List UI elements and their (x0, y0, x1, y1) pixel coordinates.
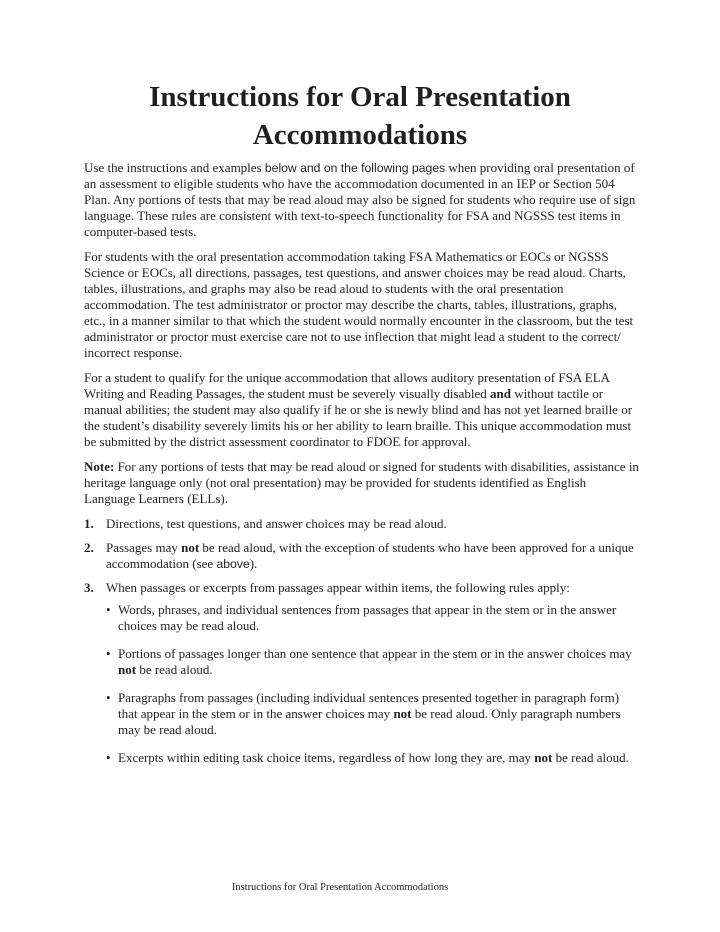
page-title (0, 78, 720, 154)
rule-item-2 (84, 540, 640, 572)
rule-emphasis: not (181, 540, 200, 555)
list-item (106, 690, 640, 738)
rules-list (84, 516, 640, 766)
page-title-line-2: Accommodations (252, 119, 468, 151)
bullet-text: Words, phrases, and individual sentences from passages that appear in the stem or in the answer choices may be read aloud. (118, 602, 617, 633)
unique-accommodation-paragraph (84, 370, 640, 450)
intro-text-start: Use the instructions and examples (84, 160, 265, 175)
rule-page-reference: above (216, 557, 250, 571)
bullet-text-start: Paragraphs from passages (including individual sentences presented together in paragraph form) that appear in the stem or in the answer choices may (118, 690, 620, 721)
rule-number: 2. (84, 540, 94, 555)
rule-item-3 (84, 580, 640, 766)
rule-number: 1. (84, 516, 94, 531)
page-footer: Instructions for Oral Presentation Accommodations (231, 882, 449, 893)
rule-text: When passages or excerpts from passages appear within items, the following rules apply: (106, 580, 570, 595)
intro-text-end: when providing oral presentation of an assessment to eligible students who have the accommodation documented in an IEP or Section 504 Plan. Any portions of tests that may be read aloud may also be signed for students who require use of sign language. These rules are consistent with text-to-speech functionality for FSA and NGSSS test items in computer-based tests. (84, 160, 636, 239)
bullet-emphasis: not (534, 750, 553, 765)
list-item (106, 750, 640, 766)
bullet-text-end: be read aloud. Only paragraph numbers may be read aloud. (118, 706, 621, 737)
passage-rules-list (106, 602, 640, 766)
rule-number: 3. (84, 580, 94, 595)
intro-page-reference: below and on the following pages (264, 161, 446, 175)
rule-text-end: ). (249, 556, 258, 571)
list-item (106, 602, 640, 634)
note-label: Note: (84, 459, 115, 474)
document-body (84, 160, 640, 778)
rule-item-1 (84, 516, 640, 532)
list-item (106, 646, 640, 678)
unique-text-end: without tactile or manual abilities; the student may also qualify if he or she is newly blind and has not yet learned braille or the student’s disability severely limits his or her ability to learn braille. This unique accommodation must be submitted by the district assessment coordinator to FDOE for approval. (84, 386, 633, 449)
bullet-text-end: be read aloud. (552, 750, 629, 765)
unique-text-start: For a student to qualify for the unique accommodation that allows auditory presentation of FSA ELA Writing and Reading Passages, the student must be severely visually disabled (84, 370, 610, 401)
note-text: For any portions of tests that may be read aloud or signed for students with disabilities, assistance in heritage language only (not oral presentation) may be provided for students identified as English Language Learners (ELLs). (84, 459, 639, 506)
bullet-text-end: be read aloud. (136, 662, 213, 677)
bullet-text-start: Portions of passages longer than one sentence that appear in the stem or in the answer choices may (118, 646, 632, 661)
note-paragraph (84, 459, 640, 507)
bullet-emphasis: not (393, 706, 412, 721)
unique-emphasis: and (490, 386, 511, 401)
fsa-math-paragraph: For students with the oral presentation accommodation taking FSA Mathematics or EOCs or NGSSS Science or EOCs, all directions, passages, test questions, and answer choices may be read aloud. Charts, tables, illustrations, and graphs may also be read aloud to students with the oral presentation accommodation. The test administrator or proctor may describe the charts, tables, illustrations, graphs, etc., in a manner similar to that which the student would normally encounter in the classroom, but the test administrator or proctor must exercise care not to use inflection that might lead a student to the correct/ incorrect response. (84, 249, 634, 360)
page-title-line-1: Instructions for Oral Presentation (149, 81, 571, 113)
bullet-text-start: Excerpts within editing task choice items, regardless of how long they are, may (118, 750, 535, 765)
rule-text: Directions, test questions, and answer choices may be read aloud. (106, 516, 447, 531)
intro-paragraph (84, 160, 640, 240)
rule-text-start: Passages may (106, 540, 182, 555)
bullet-emphasis: not (118, 662, 137, 677)
rule-text-middle: be read aloud, with the exception of students who have been approved for a unique accommodation (see (106, 540, 634, 571)
